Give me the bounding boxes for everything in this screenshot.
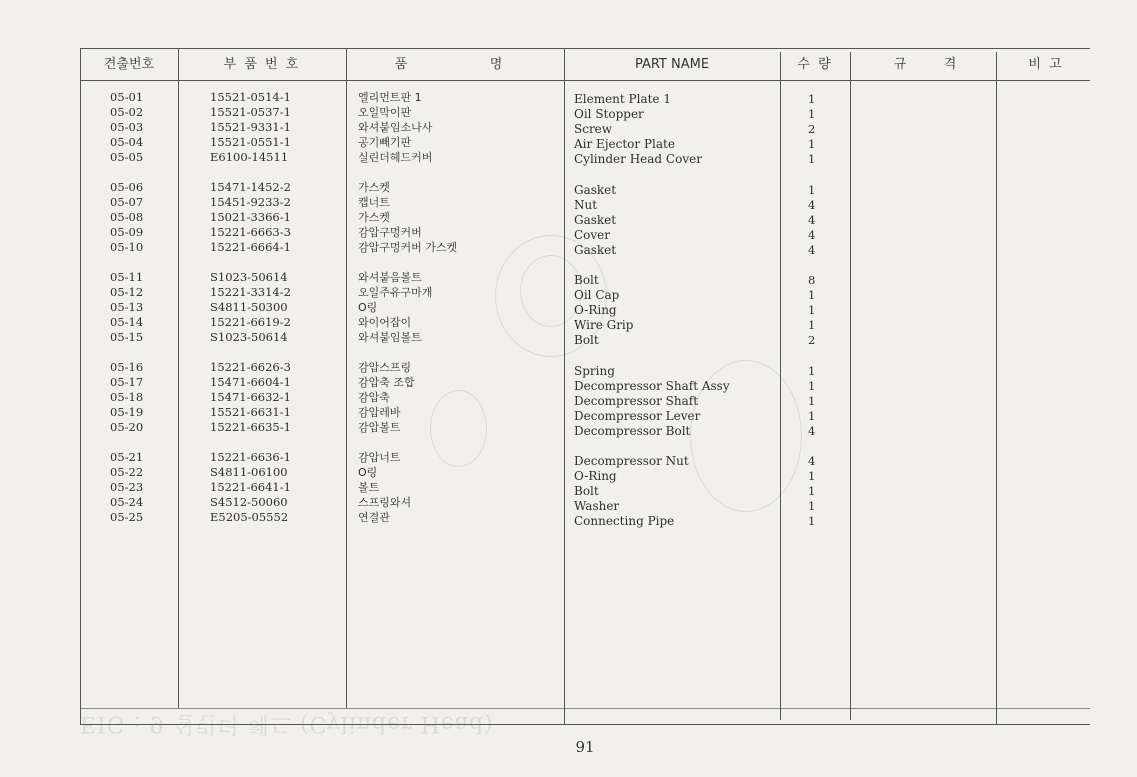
row-index: 05-21 [110, 450, 144, 464]
row-part-name: O-Ring [574, 469, 617, 484]
row-index: 05-03 [110, 120, 144, 134]
page-number: 91 [575, 738, 595, 756]
row-index: 05-05 [110, 150, 144, 164]
row-index: 05-13 [110, 300, 144, 314]
header-index: 견출번호 [103, 57, 155, 72]
row-korean-name: O링 [358, 301, 378, 314]
header-korean-name-a: 품 [394, 57, 408, 72]
row-quantity: 1 [808, 363, 816, 378]
row-korean-name: 감압축 조합 [358, 376, 415, 389]
row-index: 05-19 [110, 405, 144, 419]
row-quantity: 1 [808, 137, 816, 151]
row-part-number: S4811-50300 [210, 300, 288, 314]
row-part-name: O-Ring [574, 303, 617, 318]
row-part-number: S1023-50614 [210, 330, 288, 344]
row-korean-name: 감압너트 [358, 451, 401, 464]
row-index: 05-14 [110, 315, 144, 329]
row-part-name: Bolt [574, 484, 599, 499]
row-korean-name: 스프링와셔 [358, 496, 412, 509]
row-quantity: 1 [808, 288, 816, 303]
row-part-number: E6100-14511 [210, 150, 289, 164]
row-part-number: S1023-50614 [210, 270, 288, 284]
row-korean-name: 감압구멍커버 [358, 226, 422, 239]
row-index: 05-08 [110, 210, 144, 224]
row-quantity: 1 [808, 378, 816, 393]
row-part-name: Decompressor Shaft [574, 393, 699, 408]
row-part-number: S4512-50060 [210, 495, 288, 509]
row-quantity: 1 [808, 499, 816, 514]
row-part-number: 15521-0537-1 [210, 105, 291, 119]
header-korean-name-b: 명 [489, 57, 503, 72]
row-index: 05-22 [110, 465, 144, 479]
col-border-3 [564, 48, 565, 724]
row-part-number: E5205-05552 [210, 510, 289, 524]
row-part-name: Screw [574, 122, 613, 136]
row-quantity: 4 [808, 197, 816, 212]
col-border-0 [80, 48, 81, 724]
ghost-diagram-hub [520, 255, 582, 327]
row-part-name: Decompressor Bolt [574, 423, 691, 438]
header-spec-b: 격 [943, 57, 957, 72]
row-part-name: Air Ejector Plate [574, 137, 675, 151]
row-quantity: 4 [808, 227, 816, 242]
row-quantity: 1 [808, 408, 816, 423]
table-top-border [80, 48, 1090, 49]
row-part-name: Oil Cap [574, 288, 620, 303]
row-index: 05-12 [110, 285, 144, 299]
row-korean-name: 가스켓 [358, 181, 390, 194]
row-korean-name: 감압볼트 [358, 421, 401, 434]
row-quantity: 4 [808, 454, 816, 469]
col-border-6 [996, 52, 997, 724]
row-quantity: 4 [808, 423, 816, 438]
row-part-number: 15021-3366-1 [210, 210, 291, 224]
row-index: 05-09 [110, 225, 144, 239]
row-part-number: 15521-6631-1 [210, 405, 291, 419]
row-part-name: Gasket [574, 212, 617, 227]
row-korean-name: 감압축 [358, 391, 390, 404]
row-part-name: Gasket [574, 242, 617, 257]
bleed-through-text: EIG : 9 실린더 헤드 (Cylinder Head) [80, 711, 494, 736]
header-part-name: PART NAME [634, 57, 710, 72]
row-part-number: 15221-6626-3 [210, 360, 291, 374]
header-part-number: 부 품 번 호 [223, 57, 301, 72]
row-part-number: 15451-9233-2 [210, 195, 291, 209]
header-remarks: 비 고 [1028, 57, 1064, 72]
row-part-number: 15471-1452-2 [210, 180, 291, 194]
row-index: 05-15 [110, 330, 144, 344]
row-quantity: 1 [808, 303, 816, 318]
row-index: 05-25 [110, 510, 144, 524]
row-index: 05-04 [110, 135, 144, 149]
row-quantity: 2 [808, 122, 816, 136]
row-part-name: Nut [574, 197, 598, 212]
row-korean-name: 감압스프링 [358, 361, 412, 374]
row-korean-name: 볼트 [358, 481, 380, 494]
header-quantity: 수 량 [797, 57, 833, 72]
row-part-number: 15521-9331-1 [210, 120, 291, 134]
row-index: 05-11 [110, 270, 144, 284]
row-index: 05-07 [110, 195, 144, 209]
header-spec-a: 규 [893, 57, 907, 72]
row-quantity: 4 [808, 212, 816, 227]
row-part-name: Cylinder Head Cover [574, 152, 702, 166]
row-part-name: Bolt [574, 333, 599, 348]
row-korean-name: 오일주유구마개 [358, 286, 433, 299]
row-quantity: 1 [808, 469, 816, 484]
row-quantity: 8 [808, 273, 816, 288]
row-quantity: 1 [808, 514, 816, 529]
row-part-name: Element Plate 1 [574, 92, 671, 106]
row-korean-name: 오일막이판 [358, 106, 412, 119]
header-bottom-border [80, 80, 1090, 81]
row-korean-name: 감압레바 [358, 406, 401, 419]
row-quantity: 2 [808, 333, 816, 348]
row-index: 05-16 [110, 360, 144, 374]
row-part-name: Decompressor Nut [574, 454, 689, 469]
row-korean-name: 실린더헤드커버 [358, 151, 433, 164]
row-index: 05-23 [110, 480, 144, 494]
row-index: 05-06 [110, 180, 144, 194]
row-quantity: 1 [808, 484, 816, 499]
row-korean-name: 감압구멍커버 가스켓 [358, 241, 458, 254]
row-quantity: 1 [808, 92, 816, 106]
row-korean-name: 와이어잡이 [358, 316, 412, 329]
row-quantity: 1 [808, 107, 816, 121]
row-korean-name: 엘리먼트판 1 [358, 91, 422, 104]
row-index: 05-17 [110, 375, 144, 389]
row-part-name: Spring [574, 363, 615, 378]
col-border-2 [346, 48, 347, 708]
row-korean-name: 연결관 [358, 511, 390, 524]
col-border-1 [178, 48, 179, 708]
row-quantity: 1 [808, 152, 816, 166]
row-part-number: 15521-0514-1 [210, 90, 291, 104]
row-part-number: 15221-6641-1 [210, 480, 291, 494]
row-part-number: 15471-6604-1 [210, 375, 291, 389]
row-part-number: 15221-6664-1 [210, 240, 291, 254]
row-part-number: S4811-06100 [210, 465, 288, 479]
col-border-5 [850, 52, 851, 720]
row-part-name: Decompressor Lever [574, 408, 701, 423]
row-part-number: 15221-6635-1 [210, 420, 291, 434]
row-index: 05-24 [110, 495, 144, 509]
row-index: 05-10 [110, 240, 144, 254]
row-korean-name: 와셔붙임소나사 [358, 121, 433, 134]
ghost-diagram-cap [430, 390, 487, 467]
row-quantity: 1 [808, 182, 816, 197]
row-quantity: 4 [808, 242, 816, 257]
row-part-number: 15521-0551-1 [210, 135, 291, 149]
row-korean-name: 캡너트 [358, 196, 390, 209]
row-korean-name: 와셔붙임볼트 [358, 331, 422, 344]
row-korean-name: 공기빼기판 [358, 136, 412, 149]
row-part-number: 15221-6619-2 [210, 315, 291, 329]
row-part-number: 15221-6636-1 [210, 450, 291, 464]
row-korean-name: 가스켓 [358, 211, 390, 224]
row-index: 05-18 [110, 390, 144, 404]
row-korean-name: O링 [358, 466, 378, 479]
row-part-name: Connecting Pipe [574, 514, 675, 529]
row-part-name: Washer [574, 499, 620, 514]
row-part-name: Cover [574, 227, 611, 242]
row-part-number: 15221-6663-3 [210, 225, 291, 239]
row-korean-name: 와셔붙음볼트 [358, 271, 422, 284]
row-index: 05-02 [110, 105, 144, 119]
row-part-number: 15471-6632-1 [210, 390, 291, 404]
row-part-name: Wire Grip [574, 318, 634, 333]
row-quantity: 1 [808, 393, 816, 408]
row-part-number: 15221-3314-2 [210, 285, 291, 299]
row-part-name: Decompressor Shaft Assy [574, 378, 730, 393]
row-part-name: Oil Stopper [574, 107, 644, 121]
col-border-4 [780, 52, 781, 720]
row-index: 05-20 [110, 420, 144, 434]
row-part-name: Gasket [574, 182, 617, 197]
row-part-name: Bolt [574, 273, 599, 288]
row-index: 05-01 [110, 90, 144, 104]
row-quantity: 1 [808, 318, 816, 333]
